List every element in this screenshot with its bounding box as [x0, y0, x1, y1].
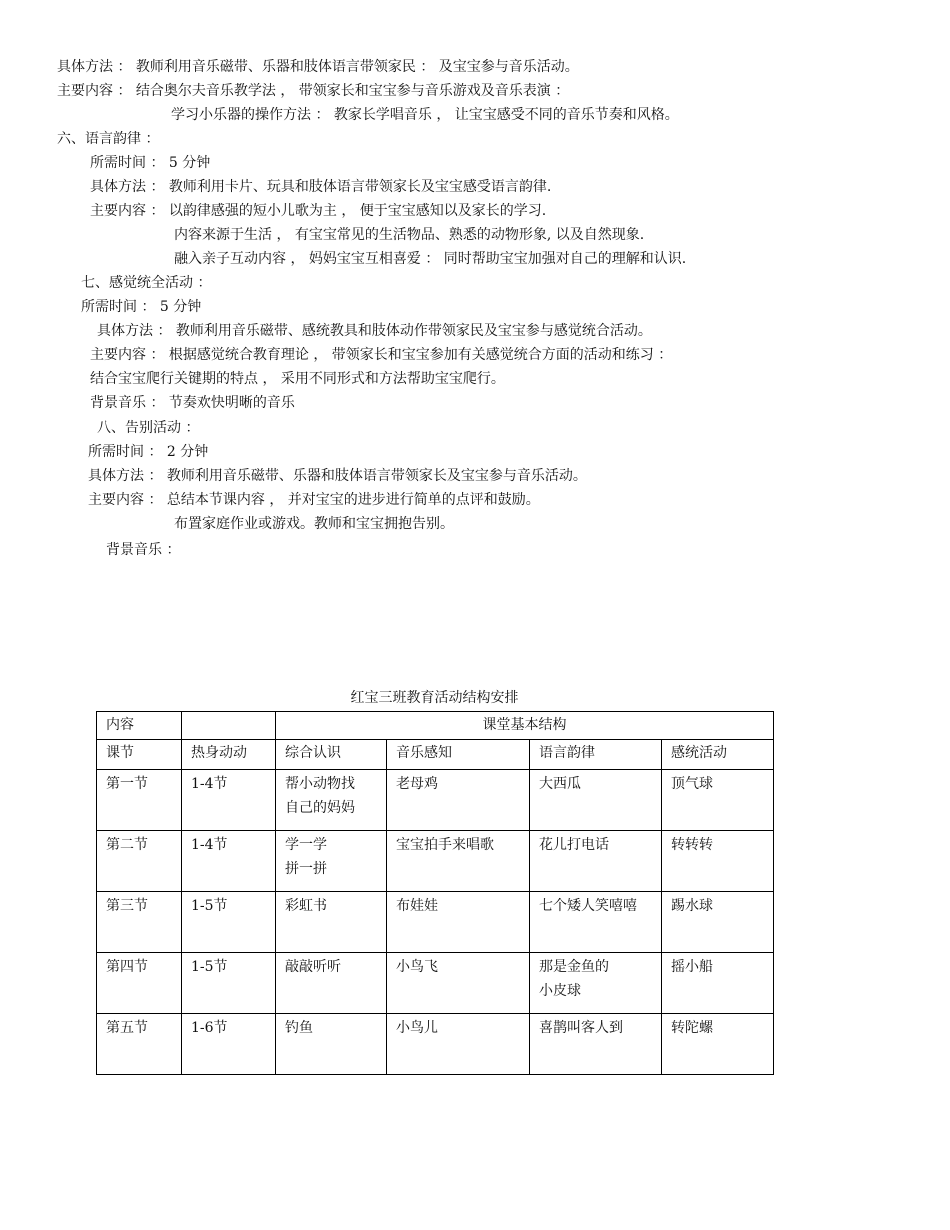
- cell-line: 小皮球: [539, 983, 581, 999]
- header-cell: 综合认识: [276, 740, 387, 770]
- text-line: 融入亲子互动内容 ， 妈妈宝宝互相喜爱 ： 同时帮助宝宝加强对自己的理解和认识.: [174, 251, 687, 267]
- table-cell: 七个矮人笑嘻嘻: [530, 892, 662, 953]
- cell-line: 自己的妈妈: [285, 800, 355, 816]
- section-heading: 八、告别活动 ：: [97, 420, 200, 436]
- table-cell: 摇小船: [662, 953, 774, 1014]
- table-cell: 彩虹书: [276, 892, 387, 953]
- text-line: 具体方法 ： 教师利用卡片、玩具和肢体语言带领家长及宝宝感受语言韵律.: [90, 179, 552, 195]
- text-line: 具体方法 ： 教师利用音乐磁带、乐器和肢体语言带领家长及宝宝参与音乐活动。: [88, 468, 587, 484]
- table-cell: 敲敲听听: [276, 953, 387, 1014]
- text-line: 学习小乐器的操作方法 ： 教家长学唱音乐 ， 让宝宝感受不同的音乐节奏和风格。: [171, 107, 679, 123]
- table-cell: 第三节: [97, 892, 182, 953]
- table-cell: 第二节: [97, 831, 182, 892]
- table-row: [97, 892, 774, 953]
- text-line: 具体方法 ： 教师利用音乐磁带、感统教具和肢体动作带领家民及宝宝参与感觉统合活动。: [97, 323, 652, 339]
- table-cell: 转陀螺: [662, 1014, 774, 1075]
- table-cell: 小鸟飞: [387, 953, 530, 1014]
- table-cell: [276, 831, 387, 892]
- table-cell: 大西瓜: [530, 770, 662, 831]
- table-cell: 小鸟儿: [387, 1014, 530, 1075]
- table-cell: 宝宝拍手来唱歌: [387, 831, 530, 892]
- table-caption: 红宝三班教育活动结构安排: [350, 690, 519, 706]
- header-cell: 语言韵律: [530, 740, 662, 770]
- table-cell: 花儿打电话: [530, 831, 662, 892]
- header-cell: 感统活动: [662, 740, 774, 770]
- text-line: 具体方法 ： 教师利用音乐磁带、乐器和肢体语言带领家民 ： 及宝宝参与音乐活动。: [57, 59, 579, 75]
- table-cell: 第五节: [97, 1014, 182, 1075]
- table-cell: 1-6节: [182, 1014, 276, 1075]
- text-line: 主要内容 ： 总结本节课内容 ， 并对宝宝的进步进行简单的点评和鼓励。: [88, 492, 540, 508]
- cell-line: 学一学: [285, 837, 327, 853]
- table-cell: [276, 770, 387, 831]
- table-cell: 踢水球: [662, 892, 774, 953]
- table-row: [97, 953, 774, 1014]
- table-cell: 喜鹊叫客人到: [530, 1014, 662, 1075]
- text-line: 背景音乐 ： 节奏欢快明晰的音乐: [90, 395, 295, 411]
- table-cell: 转转转: [662, 831, 774, 892]
- cell-line: 帮小动物找: [285, 776, 355, 792]
- header-cell: [182, 712, 276, 740]
- text-line: 主要内容 ： 结合奥尔夫音乐教学法 ， 带领家长和宝宝参与音乐游戏及音乐表演 ：: [57, 83, 570, 99]
- table-subheader-row: [97, 740, 774, 770]
- table-row: [97, 831, 774, 892]
- table-cell: 老母鸡: [387, 770, 530, 831]
- table-cell: [530, 953, 662, 1014]
- table-header-row: [97, 712, 774, 740]
- table-cell: 第四节: [97, 953, 182, 1014]
- header-cell: 课节: [97, 740, 182, 770]
- cell-line: 拼一拼: [285, 861, 327, 877]
- text-line: 内容来源于生活 ， 有宝宝常见的生活物品、熟悉的动物形象, 以及自然现象.: [174, 227, 645, 243]
- header-cell: 内容: [97, 712, 182, 740]
- text-line: 所需时间 ： 5 分钟: [81, 299, 202, 315]
- section-heading: 七、感觉统全活动 ：: [81, 275, 212, 291]
- text-line: 主要内容 ： 以韵律感强的短小儿歌为主 ， 便于宝宝感知以及家长的学习.: [90, 203, 547, 219]
- table-cell: 第一节: [97, 770, 182, 831]
- header-cell: 热身动动: [182, 740, 276, 770]
- table-cell: 1-4节: [182, 770, 276, 831]
- table-cell: 1-5节: [182, 892, 276, 953]
- header-cell: 音乐感知: [387, 740, 530, 770]
- text-line: 背景音乐 ：: [106, 542, 181, 558]
- table-cell: 钓鱼: [276, 1014, 387, 1075]
- table-row: [97, 770, 774, 831]
- schedule-table: [96, 711, 774, 1075]
- header-cell: 课堂基本结构: [276, 712, 774, 740]
- cell-line: 那是金鱼的: [539, 959, 609, 975]
- text-line: 主要内容 ： 根据感觉统合教育理论 ， 带领家长和宝宝参加有关感觉统合方面的活动和练习 ：: [90, 347, 673, 363]
- table-cell: 1-5节: [182, 953, 276, 1014]
- text-line: 所需时间 ： 2 分钟: [88, 444, 209, 460]
- table-cell: 1-4节: [182, 831, 276, 892]
- text-line: 结合宝宝爬行关键期的特点 ， 采用不同形式和方法帮助宝宝爬行。: [90, 371, 505, 387]
- text-line: 所需时间 ： 5 分钟: [90, 155, 211, 171]
- table-cell: 顶气球: [662, 770, 774, 831]
- table-cell: 布娃娃: [387, 892, 530, 953]
- section-heading: 六、语言韵律 ：: [57, 131, 160, 147]
- table-row: [97, 1014, 774, 1075]
- text-line: 布置家庭作业或游戏。教师和宝宝拥抱告别。: [174, 516, 454, 532]
